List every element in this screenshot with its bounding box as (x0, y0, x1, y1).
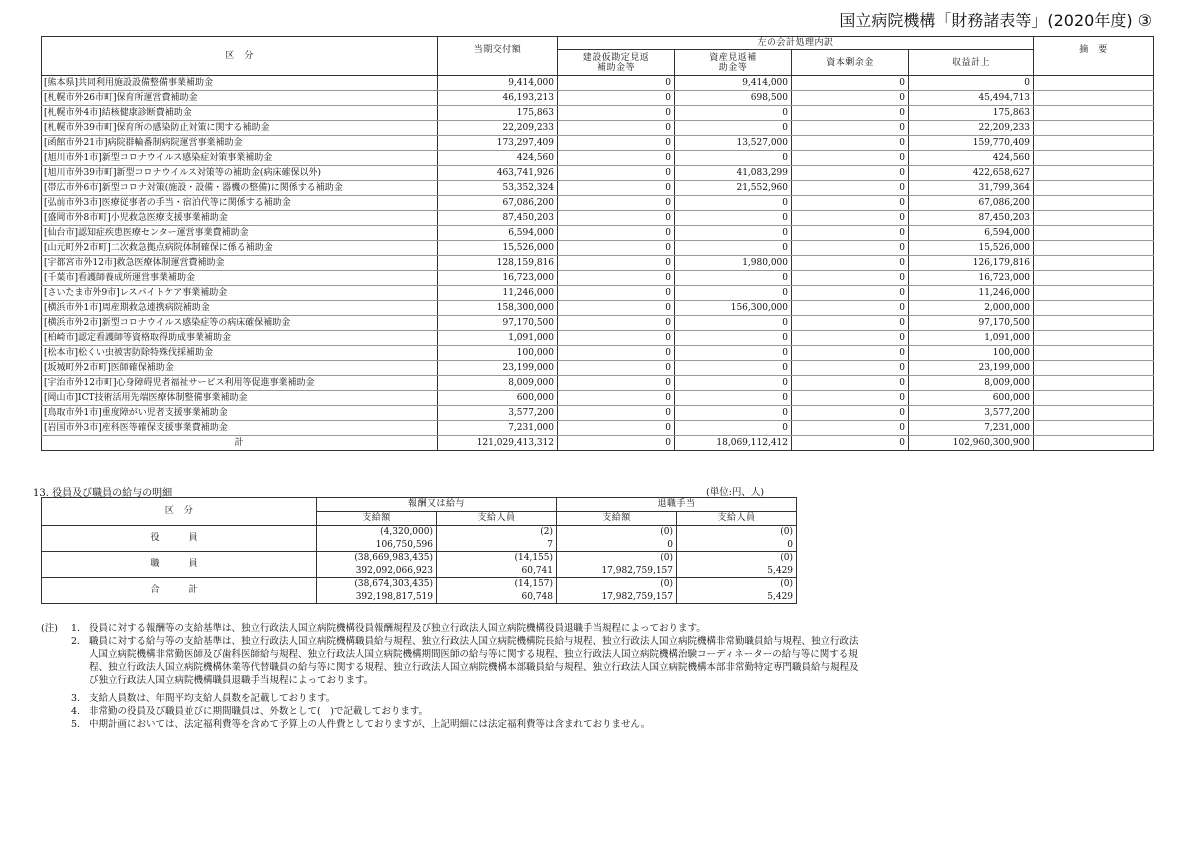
note-lead (41, 718, 71, 731)
cell-construction: 0 (558, 241, 675, 256)
salary-header-persons: 支給人員 (437, 512, 557, 526)
table-row (42, 301, 1154, 316)
cell-assets: 0 (675, 346, 792, 361)
cell-revenue: 100,000 (909, 346, 1034, 361)
cell-revenue: 424,560 (909, 151, 1034, 166)
cell-construction: 0 (558, 406, 675, 421)
cell-grant: 173,297,409 (438, 136, 558, 151)
cell-construction: 0 (558, 136, 675, 151)
cell-remarks (1034, 331, 1154, 346)
header-category: 区 分 (42, 37, 438, 76)
cell-capital: 0 (792, 91, 909, 106)
cell-revenue: 45,494,713 (909, 91, 1034, 106)
cell-assets: 0 (675, 421, 792, 436)
cell-label: [札幌市外4市]結核健康診断費補助金 (42, 106, 438, 121)
salary-header-retire-amount: 支給額 (557, 512, 677, 526)
cell-revenue: 87,450,203 (909, 211, 1034, 226)
cell-revenue: 0 (909, 76, 1034, 91)
cell-label: [さいたま市外9市]レスパイトケア事業補助金 (42, 286, 438, 301)
salary-cell-persons-paren: (2) (437, 526, 557, 539)
salary-cell-amount: 106,750,596 (317, 539, 437, 552)
cell-revenue: 422,658,627 (909, 166, 1034, 181)
cell-construction: 0 (558, 91, 675, 106)
cell-grant: 11,246,000 (438, 286, 558, 301)
cell-capital: 0 (792, 181, 909, 196)
cell-grant: 8,009,000 (438, 376, 558, 391)
cell-construction: 0 (558, 121, 675, 136)
cell-grant: 7,231,000 (438, 421, 558, 436)
cell-assets: 0 (675, 331, 792, 346)
note-lead (41, 692, 71, 705)
table-row (42, 91, 1154, 106)
cell-revenue: 7,231,000 (909, 421, 1034, 436)
total-label: 計 (42, 436, 438, 451)
cell-assets: 0 (675, 286, 792, 301)
cell-remarks (1034, 316, 1154, 331)
cell-label: [札幌市外26市町]保育所運営費補助金 (42, 91, 438, 106)
cell-grant: 463,741,926 (438, 166, 558, 181)
salary-header-amount: 支給額 (317, 512, 437, 526)
salary-header-retire-persons: 支給人員 (677, 512, 797, 526)
cell-remarks (1034, 181, 1154, 196)
salary-section-title: 13. 役員及び職員の給与の明細 (33, 488, 173, 499)
salary-category: 合 計 (42, 578, 317, 604)
cell-construction: 0 (558, 286, 675, 301)
cell-construction: 0 (558, 166, 675, 181)
cell-remarks (1034, 166, 1154, 181)
salary-cell-persons: 7 (437, 539, 557, 552)
table-row (42, 421, 1154, 436)
table-row (42, 166, 1154, 181)
cell-grant: 15,526,000 (438, 241, 558, 256)
cell-label: [松本市]松くい虫被害防除特殊伐採補助金 (42, 346, 438, 361)
cell-revenue: 67,086,200 (909, 196, 1034, 211)
cell-label: [旭川市外39市町]新型コロナウイルス対策等の補助金(病床確保以外) (42, 166, 438, 181)
cell-construction: 0 (558, 331, 675, 346)
cell-grant: 175,863 (438, 106, 558, 121)
cell-grant: 158,300,000 (438, 301, 558, 316)
salary-cell-amount: 392,092,066,923 (317, 565, 437, 578)
cell-revenue: 600,000 (909, 391, 1034, 406)
header-assets: 資産見返補助金等 (675, 50, 792, 76)
cell-construction: 0 (558, 301, 675, 316)
cell-capital: 0 (792, 211, 909, 226)
cell-remarks (1034, 286, 1154, 301)
note-number: 1. (71, 623, 81, 634)
salary-row-parenthetical (42, 552, 797, 565)
cell-remarks (1034, 196, 1154, 211)
cell-remarks (1034, 406, 1154, 421)
note-text: 職員に対する給与等の支給基準は、独立行政法人国立病院機構職員給与規程、独立行政法人国立病院機構院長給与規程、独立行政法人国立病院機構非常勤職員給与規程、独立行政法人国立病院機構非常勤医師及び歯科医師給与規程、独立行政法人国立病院機構期間医師の給与等に関する規程、独立行政法人国立病院機構治験コーディネーターの給与等に関する規程、独立行政法人国立病院機構休業等代替職員の給与等に関する規程、独立行政法人国立病院機構本部職員給与規程、独立行政法人国立病院機構本部非常勤特定専門職員給与規程及び独立行政法人国立病院機構職員退職手当規程によっております。 (89, 636, 859, 686)
cell-capital: 0 (792, 136, 909, 151)
cell-remarks (1034, 301, 1154, 316)
cell-remarks (1034, 361, 1154, 376)
cell-remarks (1034, 376, 1154, 391)
cell-revenue: 2,000,000 (909, 301, 1034, 316)
cell-revenue: 97,170,500 (909, 316, 1034, 331)
cell-revenue: 159,770,409 (909, 136, 1034, 151)
table-row (42, 211, 1154, 226)
salary-cell-amount-paren: (38,669,983,435) (317, 552, 437, 565)
table-row (42, 406, 1154, 421)
salary-header-retire-group: 退職手当 (557, 498, 797, 512)
salary-category: 役 員 (42, 526, 317, 552)
cell-label: [旭川市外1市]新型コロナウイルス感染症対策事業補助金 (42, 151, 438, 166)
cell-grant: 128,159,816 (438, 256, 558, 271)
table-row (42, 286, 1154, 301)
note-text: 中期計画においては、法定福利費等を含めて予算上の人件費としておりますが、上記明細には法定福利費等は含まれておりません。 (89, 719, 651, 730)
salary-cell-persons: 60,741 (437, 565, 557, 578)
cell-label: [弘前市外3市]医療従事者の手当・宿泊代等に関係する補助金 (42, 196, 438, 211)
cell-label: [熊本県]共同利用施設設備整備事業補助金 (42, 76, 438, 91)
note-text: 役員に対する報酬等の支給基準は、独立行政法人国立病院機構役員報酬規程及び独立行政法人国立病院機構役員退職手当規程によっております。 (89, 623, 706, 634)
salary-header-category: 区 分 (42, 498, 317, 526)
note-number: 2. (71, 636, 81, 647)
cell-label: [山元町外2市町]二次救急拠点病院体制確保に係る補助金 (42, 241, 438, 256)
note-lead (41, 705, 71, 718)
cell-remarks (1034, 226, 1154, 241)
total-revenue: 102,960,300,900 (909, 436, 1034, 451)
cell-assets: 0 (675, 106, 792, 121)
header-revenue: 収益計上 (909, 50, 1034, 76)
cell-grant: 23,199,000 (438, 361, 558, 376)
cell-revenue: 31,799,364 (909, 181, 1034, 196)
cell-label: [盛岡市外8市町]小児救急医療支援事業補助金 (42, 211, 438, 226)
note-text: 支給人員数は、年間平均支給人員数を記載しております。 (89, 693, 336, 704)
cell-grant: 9,414,000 (438, 76, 558, 91)
cell-label: [坂城町外2市町]医師確保補助金 (42, 361, 438, 376)
cell-label: [函館市外21市]病院群輪番制病院運営事業補助金 (42, 136, 438, 151)
cell-capital: 0 (792, 166, 909, 181)
salary-cell-retire-amount: 17,982,759,157 (557, 591, 677, 604)
cell-construction: 0 (558, 76, 675, 91)
cell-remarks (1034, 271, 1154, 286)
table-row (42, 376, 1154, 391)
cell-assets: 21,552,960 (675, 181, 792, 196)
cell-construction: 0 (558, 106, 675, 121)
cell-grant: 6,594,000 (438, 226, 558, 241)
cell-construction: 0 (558, 361, 675, 376)
cell-capital: 0 (792, 121, 909, 136)
cell-construction: 0 (558, 256, 675, 271)
cell-remarks (1034, 136, 1154, 151)
note-text: 非常勤の役員及び職員並びに期間職員は、外数として( )で記載しております。 (89, 706, 429, 717)
table-row (42, 196, 1154, 211)
cell-assets: 0 (675, 121, 792, 136)
cell-assets: 0 (675, 406, 792, 421)
notes (41, 622, 861, 731)
header-breakdown-group: 左の会計処理内訳 (558, 37, 1034, 50)
salary-row-parenthetical (42, 526, 797, 539)
cell-assets: 13,527,000 (675, 136, 792, 151)
cell-capital: 0 (792, 256, 909, 271)
cell-assets: 0 (675, 391, 792, 406)
salary-cell-retire-amount-paren: (0) (557, 526, 677, 539)
cell-revenue: 23,199,000 (909, 361, 1034, 376)
cell-remarks (1034, 346, 1154, 361)
cell-grant: 16,723,000 (438, 271, 558, 286)
salary-cell-retire-persons: 0 (677, 539, 797, 552)
cell-revenue: 3,577,200 (909, 406, 1034, 421)
salary-cell-retire-amount-paren: (0) (557, 578, 677, 591)
cell-assets: 41,083,299 (675, 166, 792, 181)
cell-assets: 0 (675, 151, 792, 166)
cell-remarks (1034, 121, 1154, 136)
cell-capital: 0 (792, 391, 909, 406)
note-lead: (注) (41, 623, 58, 634)
cell-assets: 0 (675, 196, 792, 211)
cell-label: [岡山市]ICT技術活用先端医療体制整備事業補助金 (42, 391, 438, 406)
header-remarks: 摘 要 (1034, 37, 1154, 76)
note-item (41, 705, 861, 718)
cell-remarks (1034, 256, 1154, 271)
note-item (41, 718, 861, 731)
note-number: 5. (71, 719, 81, 730)
cell-label: [横浜市外1市]周産期救急連携病院補助金 (42, 301, 438, 316)
cell-construction: 0 (558, 211, 675, 226)
table-row (42, 241, 1154, 256)
table-row (42, 226, 1154, 241)
cell-assets: 0 (675, 241, 792, 256)
cell-capital: 0 (792, 271, 909, 286)
cell-construction: 0 (558, 196, 675, 211)
cell-assets: 698,500 (675, 91, 792, 106)
header-current-grant: 当期交付額 (438, 37, 558, 76)
table-row (42, 361, 1154, 376)
cell-construction: 0 (558, 271, 675, 286)
cell-assets: 0 (675, 211, 792, 226)
cell-construction: 0 (558, 391, 675, 406)
cell-revenue: 16,723,000 (909, 271, 1034, 286)
cell-assets: 1,980,000 (675, 256, 792, 271)
table-row (42, 106, 1154, 121)
cell-capital: 0 (792, 421, 909, 436)
cell-capital: 0 (792, 151, 909, 166)
cell-revenue: 175,863 (909, 106, 1034, 121)
cell-remarks (1034, 421, 1154, 436)
table-row (42, 151, 1154, 166)
cell-assets: 0 (675, 361, 792, 376)
cell-capital: 0 (792, 106, 909, 121)
salary-category: 職 員 (42, 552, 317, 578)
cell-grant: 46,193,213 (438, 91, 558, 106)
cell-capital: 0 (792, 76, 909, 91)
salary-cell-retire-persons: 5,429 (677, 591, 797, 604)
note-item (41, 635, 861, 687)
cell-grant: 67,086,200 (438, 196, 558, 211)
salary-unit-label: (単位:円、人) (706, 487, 765, 498)
cell-remarks (1034, 106, 1154, 121)
total-row (42, 436, 1154, 451)
cell-remarks (1034, 241, 1154, 256)
cell-label: [宇治市外12市町]心身障碍児者福祉サービス利用等促進事業補助金 (42, 376, 438, 391)
cell-remarks (1034, 391, 1154, 406)
table-row (42, 136, 1154, 151)
cell-assets: 0 (675, 376, 792, 391)
table-row (42, 316, 1154, 331)
salary-cell-amount-paren: (38,674,303,435) (317, 578, 437, 591)
cell-construction: 0 (558, 226, 675, 241)
total-construction: 0 (558, 436, 675, 451)
table-row (42, 121, 1154, 136)
salary-cell-amount-paren: (4,320,000) (317, 526, 437, 539)
cell-revenue: 15,526,000 (909, 241, 1034, 256)
note-item (41, 692, 861, 705)
total-capital: 0 (792, 436, 909, 451)
cell-grant: 97,170,500 (438, 316, 558, 331)
page-header: 国立病院機構「財務諸表等」(2020年度) ③ (839, 11, 1152, 30)
cell-grant: 1,091,000 (438, 331, 558, 346)
cell-label: [千葉市]看護師養成所運営事業補助金 (42, 271, 438, 286)
table-row (42, 181, 1154, 196)
cell-capital: 0 (792, 406, 909, 421)
note-lead (41, 635, 71, 687)
cell-revenue: 11,246,000 (909, 286, 1034, 301)
cell-capital: 0 (792, 316, 909, 331)
salary-cell-retire-persons: 5,429 (677, 565, 797, 578)
cell-grant: 53,352,324 (438, 181, 558, 196)
cell-label: [横浜市外2市]新型コロナウイルス感染症等の病床確保補助金 (42, 316, 438, 331)
cell-construction: 0 (558, 316, 675, 331)
cell-revenue: 8,009,000 (909, 376, 1034, 391)
cell-revenue: 22,209,233 (909, 121, 1034, 136)
cell-remarks (1034, 76, 1154, 91)
cell-construction: 0 (558, 151, 675, 166)
salary-cell-retire-persons-paren: (0) (677, 578, 797, 591)
cell-revenue: 1,091,000 (909, 331, 1034, 346)
cell-label: [札幌市外39市町]保育所の感染防止対策に関する補助金 (42, 121, 438, 136)
note-number: 3. (71, 693, 81, 704)
salary-cell-retire-amount: 0 (557, 539, 677, 552)
cell-label: [帯広市外6市]新型コロナ対策(施設・設備・器機の整備)に関係する補助金 (42, 181, 438, 196)
cell-capital: 0 (792, 376, 909, 391)
total-assets: 18,069,112,412 (675, 436, 792, 451)
table-row (42, 256, 1154, 271)
cell-revenue: 6,594,000 (909, 226, 1034, 241)
cell-assets: 9,414,000 (675, 76, 792, 91)
table-row (42, 331, 1154, 346)
cell-capital: 0 (792, 196, 909, 211)
cell-remarks (1034, 91, 1154, 106)
header-construction: 建設仮勘定見返補助金等 (558, 50, 675, 76)
cell-grant: 600,000 (438, 391, 558, 406)
note-number: 4. (71, 706, 81, 717)
cell-assets: 156,300,000 (675, 301, 792, 316)
cell-assets: 0 (675, 226, 792, 241)
cell-label: [柏崎市]認定看護師等資格取得助成事業補助金 (42, 331, 438, 346)
cell-assets: 0 (675, 316, 792, 331)
total-remarks (1034, 436, 1154, 451)
cell-grant: 3,577,200 (438, 406, 558, 421)
cell-construction: 0 (558, 421, 675, 436)
cell-capital: 0 (792, 241, 909, 256)
salary-cell-persons-paren: (14,155) (437, 552, 557, 565)
salary-cell-retire-persons-paren: (0) (677, 526, 797, 539)
salary-cell-retire-amount-paren: (0) (557, 552, 677, 565)
cell-construction: 0 (558, 376, 675, 391)
cell-label: [岩国市外3市]産科医等確保支援事業費補助金 (42, 421, 438, 436)
cell-assets: 0 (675, 271, 792, 286)
cell-remarks (1034, 151, 1154, 166)
cell-label: [仙台市]認知症疾患医療センター運営事業費補助金 (42, 226, 438, 241)
cell-grant: 87,450,203 (438, 211, 558, 226)
salary-cell-amount: 392,198,817,519 (317, 591, 437, 604)
note-item (41, 622, 861, 635)
cell-capital: 0 (792, 226, 909, 241)
cell-capital: 0 (792, 346, 909, 361)
salary-table (41, 497, 797, 604)
cell-construction: 0 (558, 181, 675, 196)
salary-header-pay-group: 報酬又は給与 (317, 498, 557, 512)
cell-capital: 0 (792, 361, 909, 376)
cell-revenue: 126,179,816 (909, 256, 1034, 271)
table-row (42, 76, 1154, 91)
cell-capital: 0 (792, 331, 909, 346)
table-row (42, 346, 1154, 361)
table-row (42, 391, 1154, 406)
cell-capital: 0 (792, 301, 909, 316)
cell-construction: 0 (558, 346, 675, 361)
salary-cell-retire-amount: 17,982,759,157 (557, 565, 677, 578)
salary-cell-persons: 60,748 (437, 591, 557, 604)
table-row (42, 271, 1154, 286)
salary-cell-retire-persons-paren: (0) (677, 552, 797, 565)
cell-grant: 100,000 (438, 346, 558, 361)
subsidy-table (41, 36, 1154, 451)
cell-grant: 424,560 (438, 151, 558, 166)
salary-cell-persons-paren: (14,157) (437, 578, 557, 591)
cell-label: [宇都宮市外12市]救急医療体制運営費補助金 (42, 256, 438, 271)
salary-row-parenthetical (42, 578, 797, 591)
cell-remarks (1034, 211, 1154, 226)
total-grant: 121,029,413,312 (438, 436, 558, 451)
cell-capital: 0 (792, 286, 909, 301)
header-capital-surplus: 資本剰余金 (792, 50, 909, 76)
cell-label: [鳥取市外1市]重度障がい児者支援事業補助金 (42, 406, 438, 421)
cell-grant: 22,209,233 (438, 121, 558, 136)
